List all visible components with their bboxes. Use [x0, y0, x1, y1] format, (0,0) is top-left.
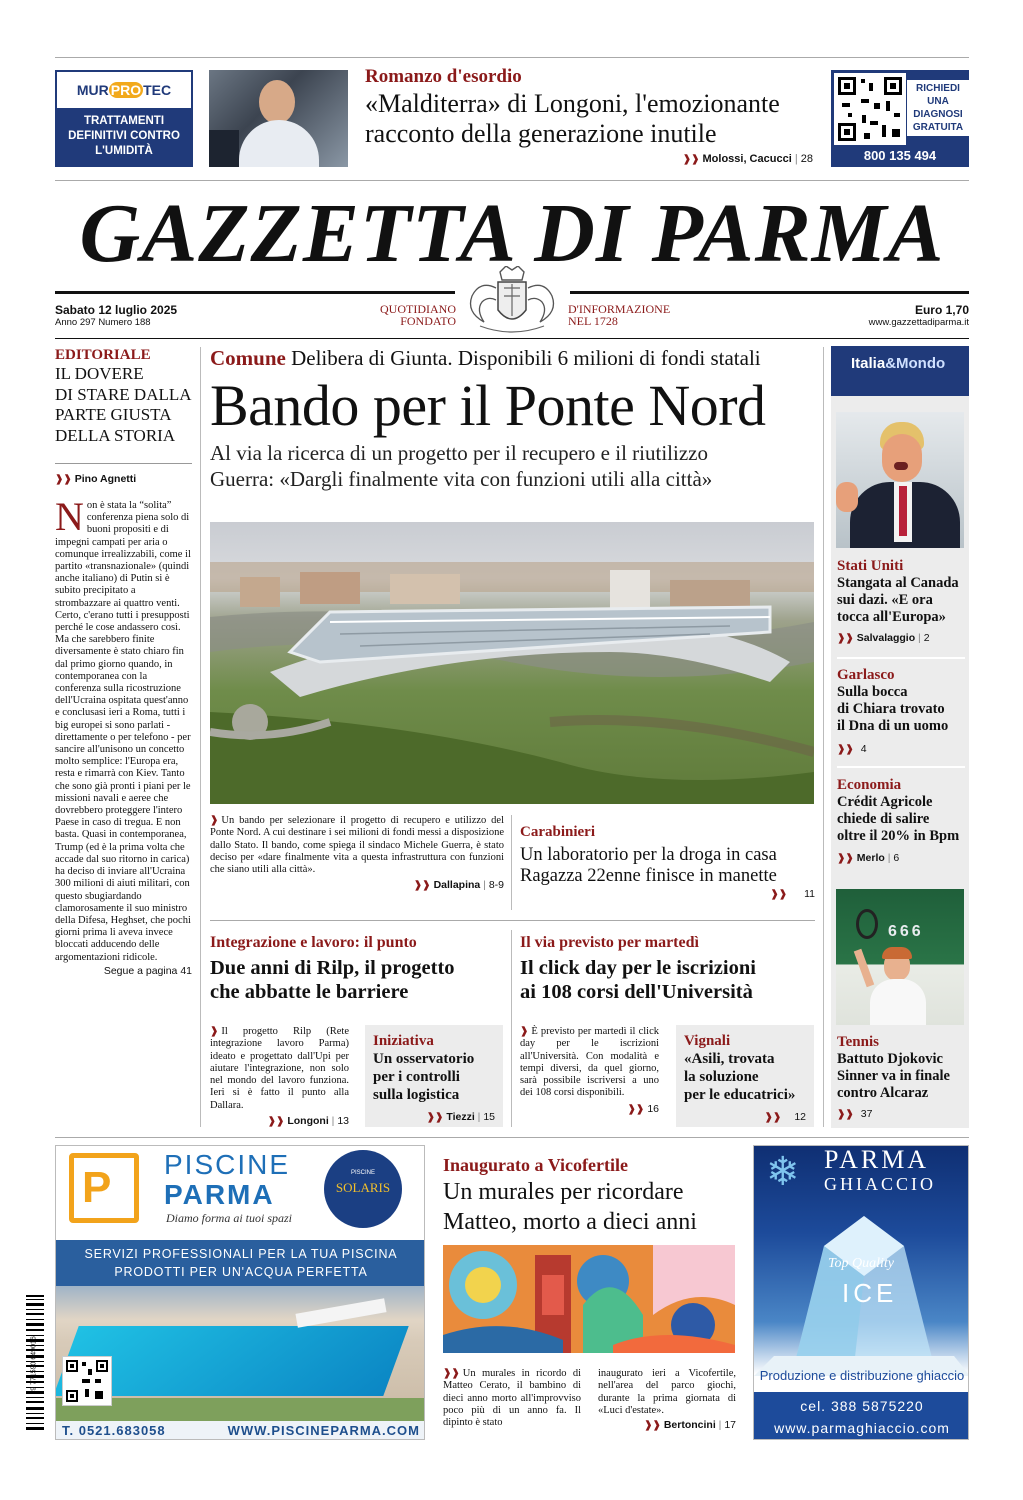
coat-of-arms-icon — [460, 266, 564, 338]
barcode-digits: 9 771590 649016 — [30, 1336, 38, 1391]
sidebar-byline: Merlo — [856, 852, 885, 864]
motto-right-2: NEL 1728 — [568, 314, 618, 328]
byline-arrow-icon: ❱❱ — [55, 474, 72, 485]
editorial-continue-page: 41 — [180, 964, 192, 977]
clickday-page: 16 — [647, 1102, 659, 1115]
teaser-title[interactable] — [365, 89, 815, 149]
diagnosi-line2: UNA — [927, 96, 949, 107]
sidebar-title-line: oltre il 20% in Bpm — [837, 828, 960, 844]
sidebar-page: 37 — [860, 1108, 873, 1120]
editorial-kicker: EDITORIALE — [55, 347, 151, 363]
clickday-kicker: Il via previsto per martedì — [520, 934, 699, 951]
diagnosi-line4: GRATUITA — [912, 122, 964, 133]
iniziativa-kicker: Iniziativa — [373, 1033, 434, 1049]
sidebar-page: 2 — [923, 632, 930, 644]
editorial-body: propositi e di impegni campati per aria o comunque irrealizzabili, come il partito «transnazionale» (quindi anche italiano) di Putin si è subito precipitato a strombazzare ai quattro venti. Certo, c'erano tutti i presupposti perché le cose andassero così. Ma che sarebbero finite diversamente è stato chiaro fin dal primo giorno quando, in contemporanea con la conferenza sulla ricostruzione dell'Ucraina ospitata quest'anno e conclusasi ieri a Roma, tutti i big europei si sono parlati - direttamente o per telefono - per sancire all'unisono un concetto molto semplice: l'Europa era, resta e rimarrà con Kiev. Tanto che sono già pronti i piani per le missioni navali e aeree che dovrebbero proteggere l'intero Paese in caso di tregua. E non basta. Quasi in contemporanea, Trump (ed è la prima volta che accade dal suo ritorno in carica) ha deciso di inviare all'Ucraina 300 milioni di aiuti militari, con questo sbugiardando clamorosamente il suo ministro della Difesa, Heghset, che pochi giorni prima li aveva invece bloccati adducendo delle argomentazioni ridicole. — [55, 524, 191, 963]
main-deck-1: Al via la ricerca di un progetto per il recupero e il riutilizzo — [210, 441, 708, 465]
piscine-brand-2: PARMA — [164, 1179, 275, 1210]
solaris-small: PISCINE — [350, 1170, 375, 1176]
ghiaccio-line: Produzione e distribuzione ghiaccio — [759, 1368, 965, 1383]
motto-right-1: D'INFORMAZIONE — [568, 302, 671, 316]
snowflake-icon: ❄ — [766, 1149, 800, 1194]
main-story[interactable] — [210, 346, 815, 492]
editorial-continue: Segue a pagina — [103, 964, 178, 977]
piscine-parma-ad[interactable] — [55, 1145, 425, 1440]
byline-arrow-icon: ❱❱ — [627, 1103, 645, 1115]
sinner-photo[interactable]: 666 — [836, 889, 964, 1025]
motto-left-1: QUOTIDIANO — [380, 302, 456, 316]
editorial-title-line: DELLA STORIA — [55, 425, 176, 445]
sidebar-title-line: il Dna di un uomo — [837, 718, 949, 734]
sidebar-header-a: Italia — [851, 355, 886, 372]
carabinieri-story[interactable] — [520, 824, 815, 900]
ghiaccio-brand-2: GHIACCIO — [824, 1174, 936, 1194]
editorial-lead: on è stata la “solita” conferenza piena solo di buoni — [86, 500, 190, 536]
sidebar-item-stati-uniti[interactable]: Stati Uniti Stangata al Canada sui dazi. «E ora tocca all'Europa» ❱❱ Salvalaggio | 2 — [837, 558, 967, 644]
piscine-line-1: SERVIZI PROFESSIONALI PER LA TUA PISCINA — [84, 1247, 398, 1261]
sidebar-item-tennis[interactable] — [837, 1034, 967, 1120]
editorial-title-line: PARTE GIUSTA — [55, 405, 172, 424]
murales-title-1: Un murales per ricordare — [443, 1179, 684, 1205]
teaser-page: 28 — [800, 153, 813, 165]
motto-left-2: FONDATO — [400, 314, 456, 328]
piscine-line-2: PRODOTTI PER UN'ACQUA PERFETTA — [114, 1265, 368, 1279]
vignali-page: 12 — [794, 1111, 806, 1123]
murprotec-line2: DEFINITIVI CONTRO — [68, 130, 180, 142]
editorial-title-line: IL DOVERE — [55, 364, 144, 383]
murales-body-2-text: inaugurato ieri a Vicofertile, nell'area del parco giochi, durante la prima giornata di «Luci d'estate». — [598, 1368, 736, 1416]
vignali-box[interactable] — [676, 1025, 814, 1127]
sidebar-title-line: sui dazi. «E ora — [837, 592, 933, 608]
murprotec-line3: L'UMIDITÀ — [95, 145, 153, 157]
rilp-title-1: Due anni di Rilp, il progetto — [210, 957, 455, 979]
main-page: 8-9 — [488, 879, 504, 892]
sidebar-kicker: Stati Uniti — [837, 558, 904, 574]
piscine-site: WWW.PISCINEPARMA.COM — [227, 1423, 420, 1438]
dropcap: N — [55, 494, 84, 539]
sidebar-page: 4 — [860, 743, 867, 755]
iniziativa-box[interactable]: Iniziativa Un osservatorio per i controlli sulla logistica ❱❱ Tiezzi | 15 — [365, 1025, 503, 1127]
murales-story[interactable] — [443, 1155, 738, 1237]
sidebar-title-line: Battuto Djokovic — [837, 1051, 943, 1067]
caption-arrow-icon: ❱ — [520, 1026, 529, 1037]
clickday-story[interactable] — [520, 934, 815, 1004]
rilp-story[interactable] — [210, 934, 505, 1004]
piscine-phone: T. 0521.683058 — [62, 1423, 166, 1438]
rilp-title-2: che abbatte le barriere — [210, 981, 409, 1003]
byline-arrow-icon: ❱❱ — [837, 744, 854, 755]
murprotec-brand-b: PRO — [110, 82, 142, 98]
sidebar-kicker: Economia — [837, 777, 902, 793]
clickday-title-2: ai 108 corsi dell'Università — [520, 981, 753, 1003]
masthead-title: GAZZETTA DI PARMA — [79, 187, 945, 280]
rilp-kicker: Integrazione e lavoro: il punto — [210, 934, 417, 951]
caption-arrow-icon: ❱❱ — [443, 1368, 460, 1379]
qr-code-icon — [834, 73, 906, 145]
sidebar-title-line: Sinner va in finale — [837, 1068, 950, 1084]
price: Euro 1,70 — [914, 303, 969, 317]
website-link[interactable]: www.gazzettadiparma.it — [868, 317, 969, 328]
teaser-byline: Molossi, Cacucci — [702, 153, 792, 165]
byline-arrow-icon: ❱❱ — [682, 154, 700, 165]
murprotec-brand-a: MUR — [76, 82, 109, 98]
byline-arrow-icon: ❱❱ — [426, 1112, 444, 1123]
editorial[interactable] — [55, 347, 192, 977]
ghiaccio-tag: Top Quality — [828, 1256, 894, 1271]
sidebar-byline: Salvalaggio — [856, 632, 916, 644]
diagnosi-phone: 800 135 494 — [863, 148, 937, 163]
piscine-brand-1: PISCINE — [164, 1149, 291, 1180]
sidebar-title-line: contro Alcaraz — [837, 1085, 929, 1101]
sidebar-title-line: chiede di salire — [837, 811, 930, 827]
sidebar-header-b: &Mondo — [885, 355, 946, 372]
rilp-page: 13 — [337, 1115, 349, 1128]
iniziativa-title-line: sulla logistica — [373, 1087, 460, 1103]
vignali-title-line: la soluzione — [684, 1069, 759, 1085]
trump-photo[interactable] — [836, 412, 964, 548]
murprotec-brand-c: TEC — [143, 82, 172, 98]
rilp-body: ❱ Il progetto Rilp (Rete integrazione lavoro Parma) ideato e progettato dall'Upi per aiutare l'integrazione, non solo nel mondo del lavoro funziona. Ieri si è fatto il punto alla Dallara. ❱❱ Longoni | 13 — [210, 1026, 349, 1128]
main-byline: Dallapina — [433, 879, 481, 892]
teaser-title-line1: «Malditerra» di Longoni, l'emozionante — [365, 89, 780, 118]
murales-body-1 — [443, 1368, 581, 1429]
carabinieri-kicker: Carabinieri — [520, 824, 595, 840]
murales-byline: Bertoncini — [663, 1419, 716, 1432]
iniziativa-title-line: Un osservatorio — [373, 1051, 475, 1067]
vignali-title-line: «Asili, trovata — [684, 1051, 775, 1067]
byline-arrow-icon: ❱❱ — [267, 1116, 285, 1128]
piscine-logo-icon: P — [69, 1153, 139, 1223]
main-caption: ❱ Un bando per selezionare il progetto di recupero e utilizzo del Ponte Nord. A cui destinare i sei milioni di fondi messi a disposizione dallo Stato. Il bando, come spiega il sindaco Michele Guerra, è stato deciso per «dare finalmente vita a questa infrastruttura con funzioni che siano utili alla città». ❱❱ Dallapina | 8-9 — [210, 815, 504, 892]
caption-arrow-icon: ❱ — [210, 815, 219, 826]
issue-date: Sabato 12 luglio 2025 — [55, 303, 178, 317]
murales-title-2: Matteo, morto a dieci anni — [443, 1209, 697, 1235]
murales-page: 17 — [724, 1419, 736, 1432]
main-caption-text: Un bando per selezionare il progetto di recupero e utilizzo del Ponte Nord. A cui destinare i sei milioni di fondi messi a disposizione dallo Stato. Il bando, come spiega il sindaco Michele Guerra, è stato deciso per «dare finalmente vita a questa infrastruttura con funzioni che siano utili alla città». — [210, 815, 504, 876]
sidebar-title-line: di Chiara trovato — [837, 701, 945, 717]
teaser-title-line2: racconto della generazione inutile — [365, 119, 717, 148]
main-kicker-rest: Delibera di Giunta. Disponibili 6 milioni di fondi statali — [291, 346, 761, 370]
solaris-label: SOLARIS — [335, 1180, 391, 1195]
iniziativa-page: 15 — [483, 1111, 495, 1123]
teaser-kicker: Romanzo d'esordio — [365, 66, 522, 87]
sidebar-item-garlasco[interactable] — [837, 667, 967, 755]
editorial-author: Pino Agnetti — [74, 473, 137, 485]
editorial-title — [55, 364, 192, 446]
rilp-byline: Longoni — [287, 1115, 329, 1128]
solaris-badge — [324, 1150, 402, 1228]
murales-photo[interactable] — [443, 1245, 735, 1353]
diagnosi-line1: RICHIEDI — [916, 83, 960, 94]
sidebar-header[interactable] — [831, 346, 969, 396]
carabinieri-page: 11 — [804, 888, 815, 900]
sidebar-title-line: Sulla bocca — [837, 684, 908, 700]
ponte-nord-photo[interactable] — [210, 522, 814, 804]
issue-number: Anno 297 Numero 188 — [55, 317, 151, 328]
sidebar-title-line: tocca all'Europa» — [837, 609, 946, 625]
clickday-body-text: È previsto per martedì il click day per le iscrizioni all'Università. Con modalità e tempi diversi, da quel giorno, sarà possibile iscriversi a uno dei 108 corsi disponibili. — [520, 1026, 659, 1099]
vignali-title-line: per le educatrici» — [684, 1087, 796, 1103]
qr-code-icon — [62, 1356, 112, 1406]
sidebar-title-line: Crédit Agricole — [837, 794, 933, 810]
clickday-body — [520, 1026, 659, 1116]
ghiaccio-phone: cel. 388 5875220 — [800, 1398, 924, 1414]
sidebar-page: 6 — [893, 852, 900, 864]
murprotec-ad[interactable] — [55, 70, 193, 167]
murales-body-1-text: Un murales in ricordo di Matteo Cerato, il bambino di dieci anno morto all'improvviso poco più di un anno fa. Il dipinto è stato — [443, 1368, 581, 1429]
carabinieri-title-1: Un laboratorio per la droga in casa — [520, 845, 777, 865]
iniziativa-title-line: per i controlli — [373, 1069, 460, 1085]
piscine-slogan: Diamo forma ai tuoi spazi — [166, 1211, 293, 1225]
byline-arrow-icon: ❱❱ — [837, 633, 854, 644]
main-deck-2: Guerra: «Dargli finalmente vita con funzioni utili alla città» — [210, 467, 713, 491]
byline-arrow-icon: ❱❱ — [837, 1109, 854, 1120]
ghiaccio-ice: ICE — [842, 1278, 898, 1308]
byline-arrow-icon: ❱❱ — [764, 1112, 782, 1123]
murprotec-line1: TRATTAMENTI — [83, 115, 165, 127]
sidebar-kicker: Tennis — [837, 1034, 879, 1050]
clickday-title-1: Il click day per le iscrizioni — [520, 957, 756, 979]
parma-ghiaccio-ad[interactable] — [753, 1145, 969, 1440]
carabinieri-title-2: Ragazza 22enne finisce in manette — [520, 866, 777, 886]
sidebar-item-economia[interactable]: Economia Crédit Agricole chiede di salire oltre il 20% in Bpm ❱❱ Merlo | 6 — [837, 777, 967, 864]
diagnosi-line3: DIAGNOSI — [913, 109, 963, 120]
byline-arrow-icon: ❱❱ — [770, 889, 788, 900]
ghiaccio-brand-1: PARMA — [824, 1145, 930, 1174]
vignali-kicker: Vignali — [684, 1033, 731, 1049]
main-kicker: Comune — [210, 346, 286, 370]
rilp-body-text: Il progetto Rilp (Rete integrazione lavoro Parma) ideato e progettato dall'Upi per aiutare l'integrazione, non solo nel mondo del lavoro funziona. Ieri si è fatto il punto alla Dallara. — [210, 1026, 349, 1111]
byline-arrow-icon: ❱❱ — [413, 880, 431, 892]
caption-arrow-icon: ❱ — [210, 1026, 219, 1037]
sidebar-kicker: Garlasco — [837, 667, 895, 683]
iniziativa-byline: Tiezzi — [446, 1111, 475, 1123]
main-headline: Bando per il Ponte Nord — [210, 373, 766, 438]
murales-body-2: inaugurato ieri a Vicofertile, nell'area del parco giochi, durante la prima giornata di «Luci d'estate». ❱❱ Bertoncini | 17 — [598, 1368, 736, 1432]
author-photo — [209, 70, 348, 167]
diagnosi-ad[interactable] — [831, 70, 969, 167]
murales-kicker: Inaugurato a Vicofertile — [443, 1155, 628, 1175]
byline-arrow-icon: ❱❱ — [837, 853, 854, 864]
sidebar-title-line: Stangata al Canada — [837, 575, 959, 591]
editorial-title-line: DI STARE DALLA — [55, 384, 192, 404]
byline-arrow-icon: ❱❱ — [644, 1420, 661, 1432]
ghiaccio-site: www.parmaghiaccio.com — [774, 1420, 950, 1436]
